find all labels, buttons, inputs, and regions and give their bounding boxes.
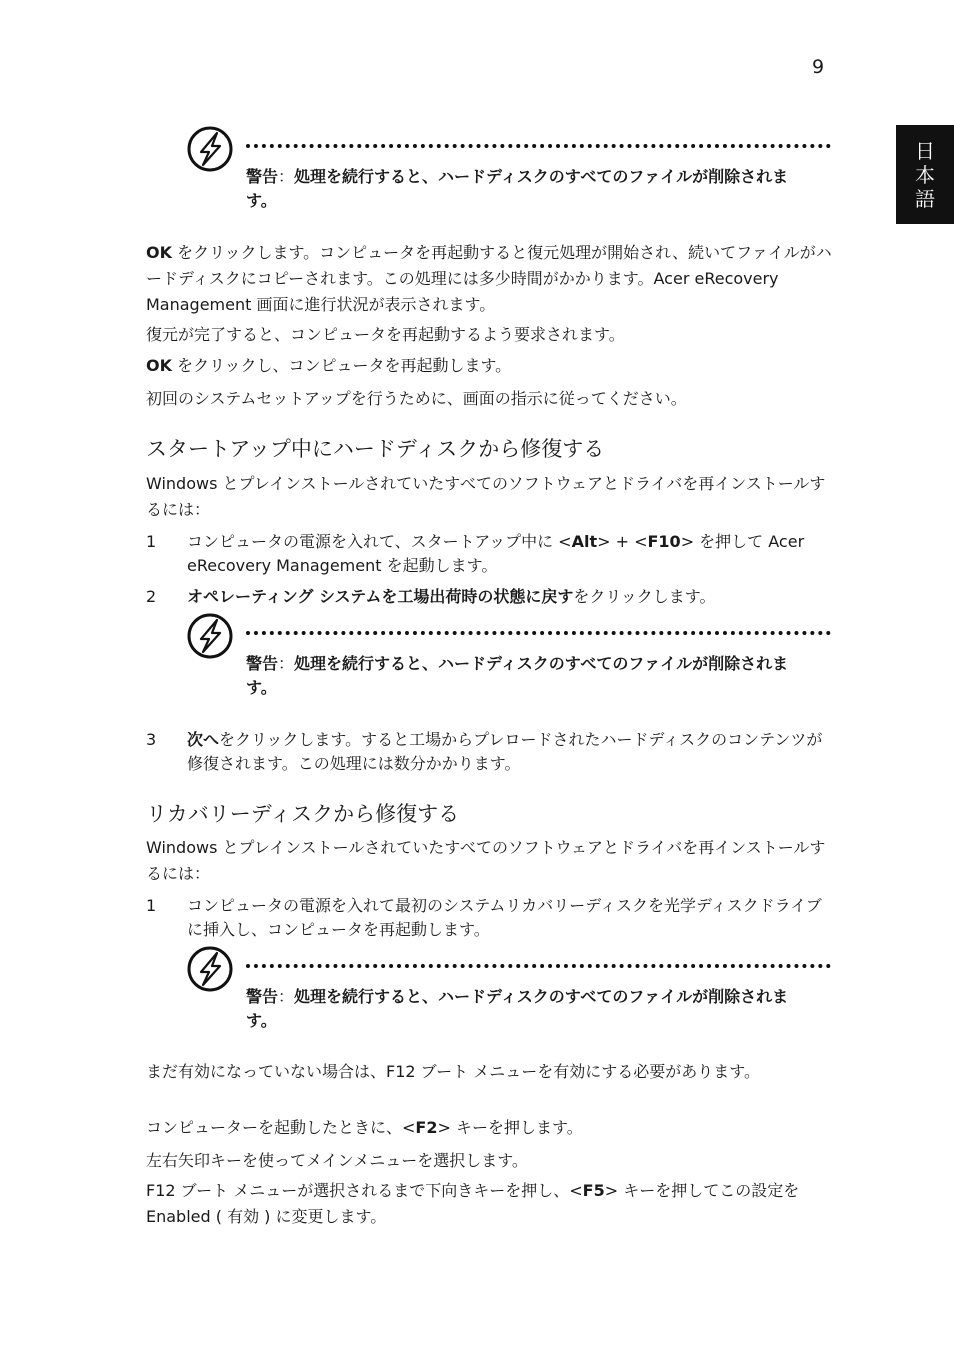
paragraph: OK をクリックします。コンピュータを再起動すると復元処理が開始され、続いてファイルがハードディスクにコピーされます。この処理には多少時間がかかります。Acer eRecovery Management 画面に進行状況が表示されます。 xyxy=(146,243,832,314)
warning-text: 警告：処理を続行すると、ハードディスクのすべてのファイルが削除されます。 xyxy=(246,167,789,210)
step-number: 1 xyxy=(146,532,157,551)
step-text: コンピュータの電源を入れて、スタートアップ中に <Alt> + <F10> を押して Acer eRecovery Management を起動します。 xyxy=(187,532,805,575)
dotted-divider xyxy=(246,144,831,148)
step-number: 2 xyxy=(146,587,157,606)
paragraph: F12 ブート メニューが選択されるまで下向きキーを押し、<F5> キーを押してこの設定を Enabled ( 有効 ) に変更します。 xyxy=(146,1181,800,1226)
language-tab-char: 語 xyxy=(915,186,935,211)
lightning-warning-icon xyxy=(186,945,234,993)
warning-box xyxy=(186,612,831,702)
warning-box xyxy=(186,945,831,1035)
paragraph: OK をクリックし、コンピュータを再起動します。 xyxy=(146,356,512,375)
paragraph: Windows とプレインストールされていたすべてのソフトウェアとドライバを再インストールするには： xyxy=(146,838,826,883)
dotted-divider xyxy=(246,964,831,968)
dotted-divider xyxy=(246,631,831,635)
language-tab-char: 日 xyxy=(915,138,935,163)
language-tab xyxy=(896,125,954,224)
section-heading: スタートアップ中にハードディスクから修復する xyxy=(146,437,605,461)
page-number: 9 xyxy=(812,56,825,78)
warning-text: 警告：処理を続行すると、ハードディスクのすべてのファイルが削除されます。 xyxy=(246,654,789,697)
paragraph: Windows とプレインストールされていたすべてのソフトウェアとドライバを再インストールするには： xyxy=(146,474,826,519)
paragraph: 左右矢印キーを使ってメインメニューを選択します。 xyxy=(146,1151,528,1170)
step-number: 1 xyxy=(146,896,157,915)
section-heading: リカバリーディスクから修復する xyxy=(146,802,460,826)
warning-text: 警告：処理を続行すると、ハードディスクのすべてのファイルが削除されます。 xyxy=(246,987,789,1030)
step-text: オペレーティング システムを工場出荷時の状態に戻すをクリックします。 xyxy=(187,587,716,606)
lightning-warning-icon xyxy=(186,125,234,173)
step-text: コンピュータの電源を入れて最初のシステムリカバリーディスクを光学ディスクドライブに挿入し、コンピュータを再起動します。 xyxy=(187,896,822,939)
paragraph: 初回のシステムセットアップを行うために、画面の指示に従ってください。 xyxy=(146,389,687,408)
step-text: 次へをクリックします。すると工場からプレロードされたハードディスクのコンテンツが修復されます。この処理には数分かかります。 xyxy=(187,730,823,773)
language-tab-char: 本 xyxy=(915,162,935,187)
warning-box xyxy=(186,125,831,215)
paragraph: 復元が完了すると、コンピュータを再起動するよう要求されます。 xyxy=(146,325,625,344)
step-number: 3 xyxy=(146,730,157,749)
paragraph: コンピューターを起動したときに、<F2> キーを押します。 xyxy=(146,1118,583,1137)
lightning-warning-icon xyxy=(186,612,234,660)
paragraph: まだ有効になっていない場合は、F12 ブート メニューを有効にする必要があります。 xyxy=(146,1062,760,1081)
